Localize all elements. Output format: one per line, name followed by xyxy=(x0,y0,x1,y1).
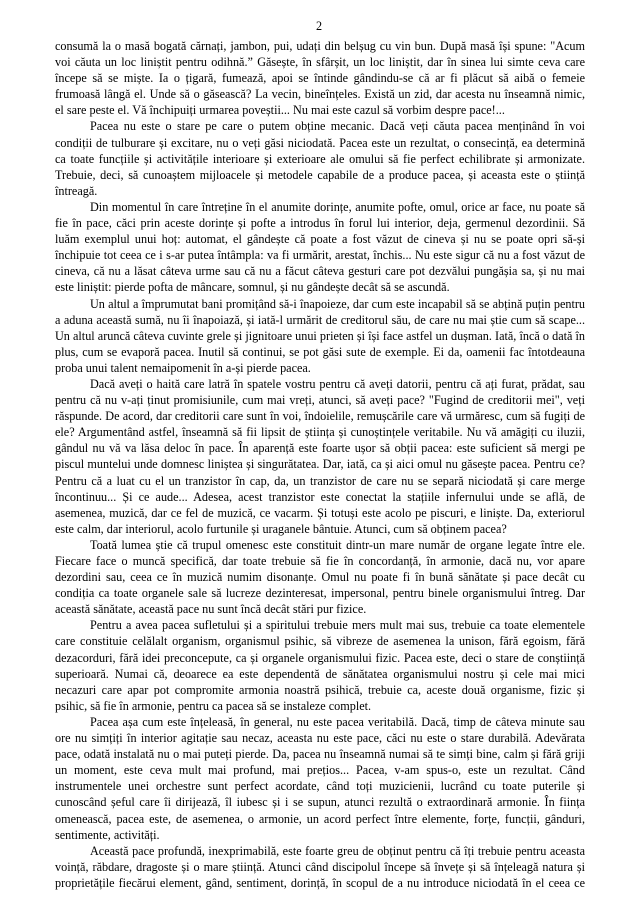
page-number: 2 xyxy=(315,19,323,33)
paragraph: Pentru a avea pacea sufletului și a spiritului trebuie mers mult mai sus, trebuie ca toate elementele care constituie celălalt organism, organismul psihic, să vibreze de asemenea la unison, fără egoism, fără dezacorduri, fără idei preconcepute, ca și organele organismului fizic. Pacea este, deci o stare de conștiință superioară. Numai că, deoarece ea este dependentă de sănătatea organismului nostru și cele mai mici necazuri care apar pot compromite armonia noastră psihică, trebuie ca, aceste două organisme, fizic și psihic, să fie în armonie, pentru ca pacea să se instaleze complet. xyxy=(55,618,585,713)
paragraph: Un altul a împrumutat bani promițând să-i înapoieze, dar cum este incapabil să se abțină puțin pentru a aduna această sumă, nu îi înapoiază, și iată-l urmărit de creditorul său, de care nu mai știe cum să scape... Un altul aruncă câteva cuvinte grele și jignitoare unui prieten și își face astfel un dușman. Iată, încă o dată în plus, cum se evaporă pacea. Inutil să continui, se pot găsi sute de exemple. Ei da, oamenii fac întotdeauna proba unui talent nemaipomenit în a-și pierde pacea. xyxy=(55,296,585,375)
paragraph: consumă la o masă bogată cărnați, jambon, pui, udați din belșug cu vin bun. După masă își spune: "Acum voi căuta un loc liniștit pentru odihnă.” Găsește, în sfârșit, un loc liniștit, dar în sinea lui simte ceva care începe să se miște. Ia o țigară, fumează, apoi se întinde gândindu-se că ar fi plăcut să aibă o femeie frumoasă lângă el. Unde să o găsească? La vecin, bineînțeles. Există un zid, dar acesta nu înseamnă nimic, el sare peste el. Vă închipuiți urmarea poveștii... Nu mai este cazul să vorbim despre pace!... xyxy=(55,39,585,118)
paragraph: Toată lumea știe că trupul omenesc este constituit dintr-un mare număr de organe legate între ele. Fiecare face o muncă specifică, dar toate trebuie să fie în concordanță, în armonie, dacă nu, vor apare dezordini sau, ceea ce în muzică numim disonanțe. Omul nu poate fi în bună sănătate și pace decât cu condiția ca toate organele sale să lucreze dezinteresat, impersonal, pentru binele organismului întreg. Dar această sănătate, această pace nu sunt încă decât stări pur fizice. xyxy=(55,537,585,617)
body-text xyxy=(55,38,585,898)
paragraph: Pacea așa cum este înțeleasă, în general, nu este pacea veritabilă. Dacă, timp de câteva minute sau ore nu simțiți în interior agitație sau necaz, aceasta nu este pace, căci nu este o stare durabilă. Adevărata pace, odată instalată nu o mai puteți pierde. Da, pacea nu înseamnă numai să te simți bine, calm și fără griji un moment, este ceva mult mai profund, mai prețios... Pacea, v-am spus-o, este un rezultat. Când instrumentele unei orchestre sunt perfect acordate, când toți muzicienii, lucrând cu toate puterile și cunoscând șeful care îi dirijează, îl iubesc și i se supun, atunci rezultă o extraordinară armonie. În ființa omenească, pacea este, de asemenea, o armonie, un acord perfect între elemente, forțe, funcții, gânduri, sentimente, activități. xyxy=(55,714,585,842)
paragraph: Această pace profundă, inexprimabilă, este foarte greu de obținut pentru că îți trebuie pentru aceasta voință, răbdare, dragoste și o mare știință. Atunci când discipolul începe să învețe și să înțeleagă natura și proprietățile fiecărui element, gând, sentiment, dorință, în scopul de a nu introduce niciodată în el ceea ce xyxy=(55,843,585,890)
paragraph: Din momentul în care întreține în el anumite dorințe, anumite pofte, omul, orice ar face, nu poate să fie în pace, căci prin aceste dorințe și pofte a introdus în forul lui interior, deja, germenul dezordinii. Să luăm exemplul unui hoț: automat, el gândește că poate a fost văzut de cineva și nu se poate opri să-și închipuie tot ceea ce i s-ar putea întâmpla: va fi urmărit, arestat, închis... Nu este sigur că nu a fost văzut de cineva, că nu a lăsat câteva urme sau că nu a făcut câteva gesturi care pot dezvălui pungășia sa, și nu mai este liniștit: pierde pofta de mâncare, somnul, și nu gândește decât să se ascundă. xyxy=(55,199,585,295)
paragraph: Dacă aveți o haită care latră în spatele vostru pentru că aveți datorii, pentru că ați furat, prădat, sau pentru că nu v-ați ținut promisiunile, cum mai vreți, atunci, să aveți pace? "Fugind de creditorii mei", veți răspunde. De acord, dar creditorii care sunt în voi, îndoielile, remușcările care vă urmăresc, cum să fugiți de ele? Argumentând astfel, înseamnă să fii lipsit de știința și cunoștințele veritabile. Nu vă amăgiți cu iluzii, gândul nu vă va lăsa deloc în pace. În aparență este foarte ușor să obții pacea: este suficient să mergi pe piscul muntelui unde domnesc liniștea și singurătatea. Dar, iată, ca și aici omul nu găsește pacea. Pentru ce? Pentru că a luat cu el un tranzistor în cap, da, un tranzistor de care nu se separă niciodată și care merge încontinuu... Și ce aude... Adesea, acest tranzistor este conectat la stațiile infernului unde se află, de asemenea, muzică, dar ce fel de muzică, ce vacarm. Și totuși este acolo pe piscuri, e liniște. Da, exteriorul este calm, dar interiorul, acolo furtunile și uraganele bântuie. Atunci, cum să obținem pacea? xyxy=(55,376,585,536)
paragraph: Pacea nu este o stare pe care o putem obține mecanic. Dacă veți căuta pacea menținând în voi condiții de tulburare și excitare, nu o veți găsi niciodată. Pacea este un rezultat, o consecință, ea determină ca toate funcțiile și activitățile interioare și exterioare ale omului să fie perfect echilibrate și armonizate. Trebuie, deci, să cunoaștem mijloacele și metodele capabile de a produce pacea, și aceasta este o știință întreagă. xyxy=(55,119,585,198)
